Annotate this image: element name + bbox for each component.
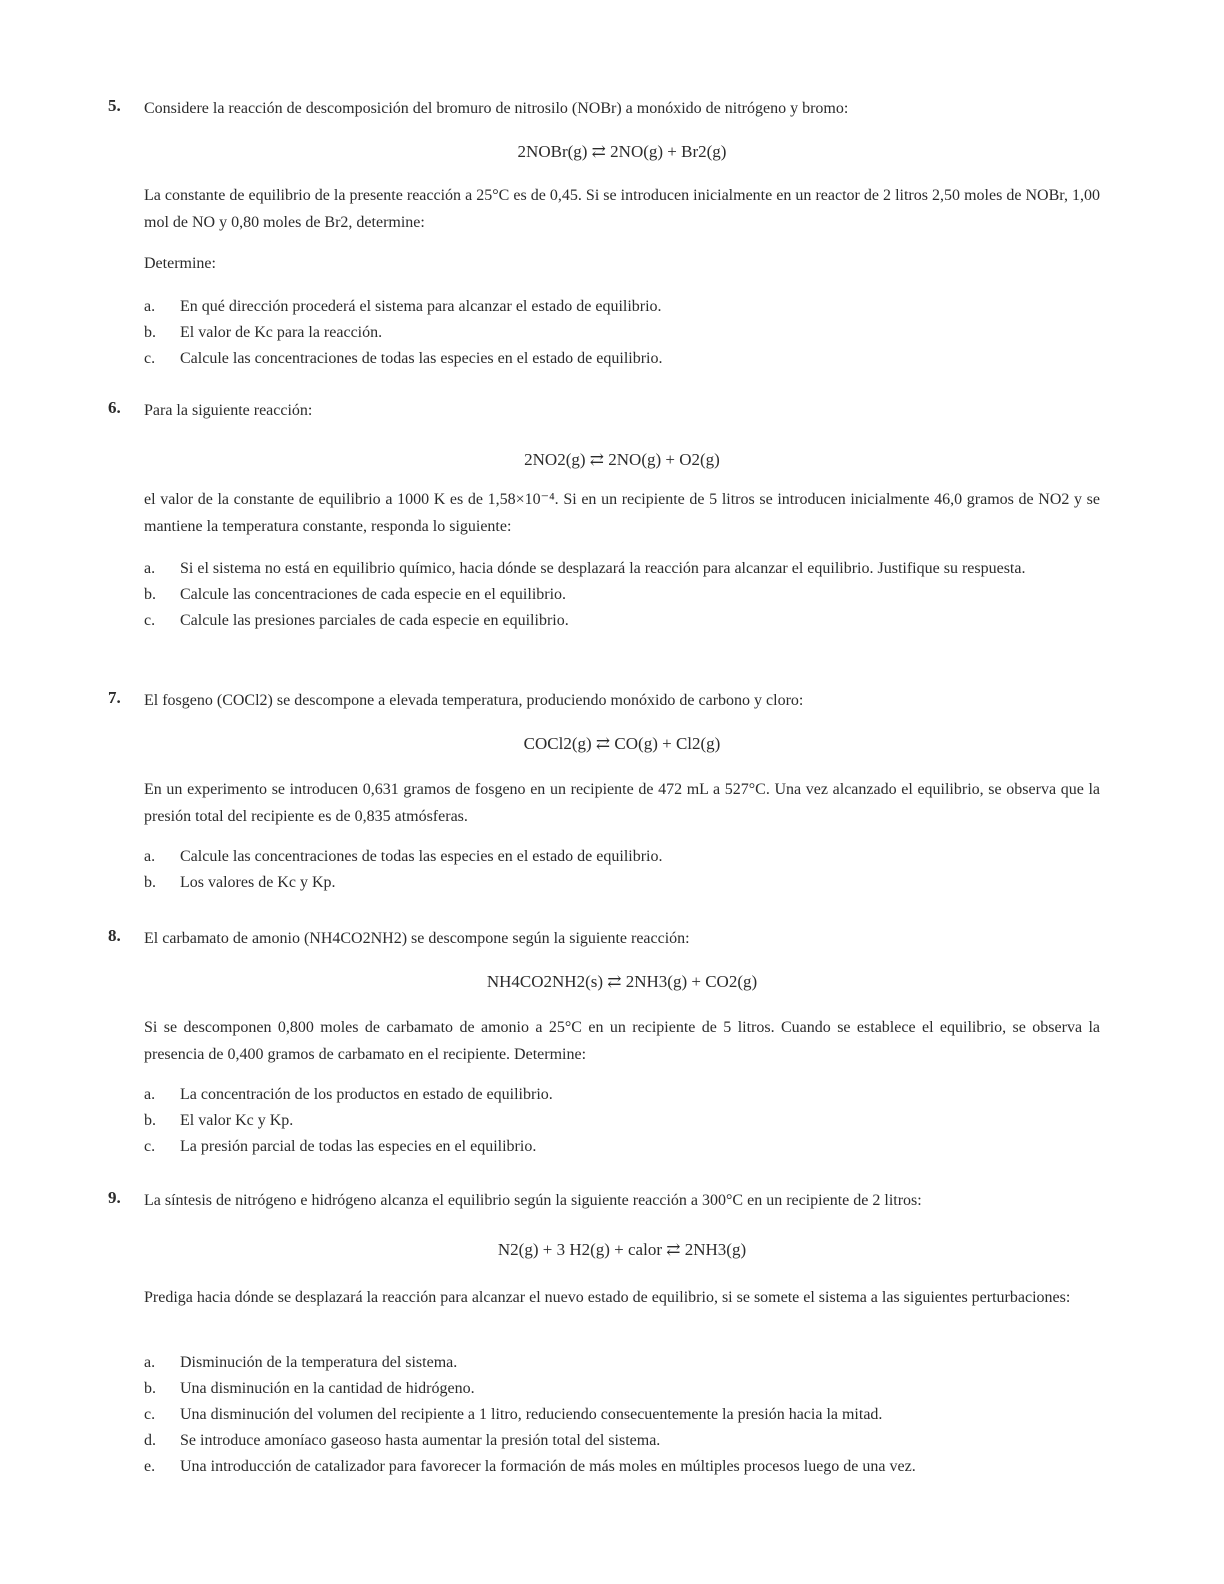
subquestion-letter: a.: [144, 298, 156, 315]
subquestion: [144, 294, 1100, 320]
chemical-equation: 2NO2(g) ⇄ 2NO(g) + O2(g): [524, 450, 720, 469]
subquestion: [144, 608, 1100, 634]
subquestion-text: Los valores de Kc y Kp.: [180, 874, 336, 891]
problem-intro: El fosgeno (COCl2) se descompone a elevada temperatura, produciendo monóxido de carbono y cloro:: [144, 692, 804, 709]
subquestion-list: [144, 294, 1100, 372]
subquestion-text: El valor Kc y Kp.: [180, 1112, 294, 1129]
problem-9: [108, 1188, 1100, 1488]
problem-intro: La síntesis de nitrógeno e hidrógeno alcanza el equilibrio según la siguiente reacción a 300°C en un recipiente de 2 litros:: [144, 1192, 922, 1209]
subquestion-text: Una disminución en la cantidad de hidrógeno.: [180, 1380, 475, 1397]
subquestion-text: Se introduce amoníaco gaseoso hasta aumentar la presión total del sistema.: [180, 1432, 661, 1449]
problem-6: [108, 398, 1100, 668]
subquestion-list: [144, 556, 1100, 634]
subquestion: [144, 556, 1100, 582]
subquestion-letter: c.: [144, 612, 156, 629]
subquestion-letter: b.: [144, 324, 156, 341]
subquestion-letter: b.: [144, 1112, 156, 1129]
subquestion-text: Calcule las concentraciones de todas las especies en el estado de equilibrio.: [180, 848, 663, 865]
problem-paragraph: Si se descomponen 0,800 moles de carbamato de amonio a 25°C en un recipiente de 5 litros. Cuando se establece el equilibrio, se observa la presencia de 0,400 gramos de carbamato en el recipiente. Determine:: [144, 1019, 1100, 1063]
problem-intro: Para la siguiente reacción:: [144, 402, 313, 419]
subquestion-text: Calcule las presiones parciales de cada especie en equilibrio.: [180, 612, 569, 629]
subquestion-letter: a.: [144, 1086, 156, 1103]
problem-number: 6.: [108, 398, 121, 417]
subquestion-letter: c.: [144, 1138, 156, 1155]
problem-paragraph: el valor de la constante de equilibrio a 1000 K es de 1,58×10⁻⁴. Si en un recipiente de 5 litros se introducen inicialmente 46,0 gramos de NO2 y se mantiene la temperatura constante, responda lo siguiente:: [144, 491, 1100, 535]
problem-paragraph: La constante de equilibrio de la presente reacción a 25°C es de 0,45. Si se introducen inicialmente en un reactor de 2 litros 2,50 moles de NOBr, 1,00 mol de NO y 0,80 moles de Br2, determine:: [144, 187, 1100, 231]
subquestion: [144, 320, 1100, 346]
problem-paragraph: Prediga hacia dónde se desplazará la reacción para alcanzar el nuevo estado de equilibrio, si se somete el sistema a las siguientes perturbaciones:: [144, 1289, 1071, 1306]
subquestion-list: [144, 1350, 1100, 1480]
problem-number: 9.: [108, 1188, 121, 1207]
subquestion: [144, 1454, 1100, 1480]
chemical-equation: NH4CO2NH2(s) ⇄ 2NH3(g) + CO2(g): [486, 972, 758, 991]
problem-number: 8.: [108, 926, 121, 945]
subquestion-text: Disminución de la temperatura del sistema.: [180, 1354, 458, 1371]
chemical-equation: COCl2(g) ⇄ CO(g) + Cl2(g): [523, 734, 721, 753]
subquestion-text: La presión parcial de todas las especies en el equilibrio.: [180, 1138, 537, 1155]
subquestion-letter: b.: [144, 874, 156, 891]
subquestion: [144, 1082, 1100, 1108]
subquestion-letter: c.: [144, 350, 156, 367]
chemical-equation: 2NOBr(g) ⇄ 2NO(g) + Br2(g): [517, 142, 727, 161]
subquestion-list: [144, 844, 1100, 896]
subquestion: [144, 582, 1100, 608]
subquestion-letter: b.: [144, 1380, 156, 1397]
problem-number: 5.: [108, 96, 121, 115]
subquestion: [144, 870, 1100, 896]
subquestion-text: Si el sistema no está en equilibrio químico, hacia dónde se desplazará la reacción para alcanzar el equilibrio. Justifique su respuesta.: [180, 560, 1026, 577]
subquestion: [144, 844, 1100, 870]
subquestion-letter: a.: [144, 560, 156, 577]
problem-8: [108, 926, 1100, 1166]
problem-5: [108, 96, 1100, 376]
subquestion: [144, 1376, 1100, 1402]
subquestion: [144, 1350, 1100, 1376]
problem-7: [108, 688, 1100, 908]
subquestion-letter: b.: [144, 586, 156, 603]
subquestion-text: En qué dirección procederá el sistema para alcanzar el estado de equilibrio.: [180, 298, 662, 315]
subquestion-letter: c.: [144, 1406, 156, 1423]
problem-note: Determine:: [144, 255, 216, 272]
subquestion-text: Una disminución del volumen del recipiente a 1 litro, reduciendo consecuentemente la presión hacia la mitad.: [180, 1406, 883, 1423]
subquestion-text: Calcule las concentraciones de cada especie en el equilibrio.: [180, 586, 567, 603]
problem-number: 7.: [108, 688, 121, 707]
subquestion: [144, 1402, 1100, 1428]
subquestion-text: El valor de Kc para la reacción.: [180, 324, 383, 341]
problem-paragraph: En un experimento se introducen 0,631 gramos de fosgeno en un recipiente de 472 mL a 527°C. Una vez alcanzado el equilibrio, se observa que la presión total del recipiente es de 0,835 atmósferas.: [144, 781, 1100, 825]
subquestion: [144, 346, 1100, 372]
subquestion-text: Una introducción de catalizador para favorecer la formación de más moles en múltiples procesos luego de una vez.: [180, 1458, 916, 1475]
problem-intro: El carbamato de amonio (NH4CO2NH2) se descompone según la siguiente reacción:: [144, 930, 690, 947]
subquestion-letter: a.: [144, 1354, 156, 1371]
subquestion-text: La concentración de los productos en estado de equilibrio.: [180, 1086, 553, 1103]
problem-intro: Considere la reacción de descomposición del bromuro de nitrosilo (NOBr) a monóxido de nitrógeno y bromo:: [144, 100, 849, 117]
subquestion-text: Calcule las concentraciones de todas las especies en el estado de equilibrio.: [180, 350, 663, 367]
chemical-equation: N2(g) + 3 H2(g) + calor ⇄ 2NH3(g): [497, 1240, 747, 1259]
subquestion: [144, 1108, 1100, 1134]
subquestion-list: [144, 1082, 1100, 1160]
subquestion: [144, 1134, 1100, 1160]
subquestion-letter: d.: [144, 1432, 156, 1449]
subquestion-letter: e.: [144, 1458, 156, 1475]
subquestion-letter: a.: [144, 848, 156, 865]
subquestion: [144, 1428, 1100, 1454]
